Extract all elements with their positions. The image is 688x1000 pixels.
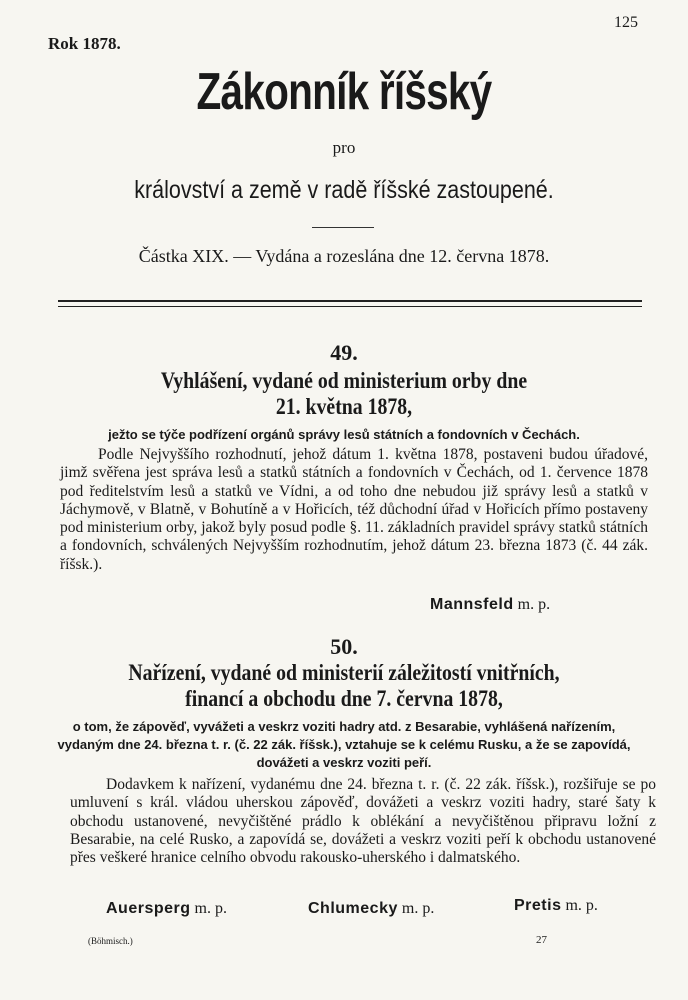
- double-rule-top: [58, 300, 642, 302]
- section-49-subheading: ježto se týče podřízení orgánů správy lesů státních a fondovních v Čechách.: [108, 427, 580, 442]
- section-49-number: 49.: [330, 340, 358, 365]
- section-49-heading-line2: 21. května 1878,: [275, 394, 413, 419]
- section-50-body: Dodavkem k nařízení, vydanému dne 24. března t. r. (č. 22 zák. říšsk.), rozšiřuje se po umluvení s král. vládou uherskou zápověď, dovážeti a veskrz voziti hadry, staré šaty k obchodu ustanovené, nevyčištěné prádlo k oblékání a nevyčištěnou připravu ložní z Besarabie, na celé Rusko, a zapovídá se, dovážeti a veskrz voziti peří k obchodu ustanovené přes veškeré hranice celního obvodu rakousko-uherského i dalmatského.: [70, 776, 656, 867]
- signature-pretis: [514, 897, 598, 915]
- page-subtitle: království a země v radě říšské zastoupené.: [134, 176, 554, 204]
- section-49-signature: [430, 596, 550, 614]
- section-50-subheading-line3: dovážeti a veskrz voziti peří.: [256, 755, 432, 770]
- pro-label: pro: [332, 138, 356, 157]
- signature-name: Mannsfeld: [430, 596, 514, 613]
- page-title: Zákonník říšský: [196, 63, 492, 121]
- section-50-subheading-line2: vydaným dne 24. března t. r. (č. 22 zák. říšsk.), vztahuje se k celému Rusku, a že se zapovídá,: [57, 737, 631, 752]
- signature-mp: m. p.: [565, 897, 598, 914]
- signature-chlumecky: [308, 900, 434, 918]
- section-49-heading-line1: Vyhlášení, vydané od ministerium orby dne: [160, 368, 528, 393]
- section-49-body: Podle Nejvyššího rozhodnutí, jehož dátum 1. května 1878, postaveni budou úřadové, jimž svěřena jest správa lesů a statků státních a fondovních v Čechách, od 1. července 1878 pod ředitelstvím lesů a statků ve Vídni, a od toho dne nebudou již správy lesů a statků v Jáchymově, v Blatně, v Bohutíně a v Hořicích, též důchodní úřad v Hořicích přímo postaveny pod ministerium orby, jakož byly posud podle §. 11. základních pravidel správy statků státních a fondovních, schválených Nejvyšším rozhodnutím, jehož dátum 23. března 1873 (č. 44 zák. říšsk.).: [60, 446, 648, 573]
- signature-mp: m. p.: [517, 596, 551, 613]
- section-50-subheading-line1: o tom, že zápověď, vyvážeti a veskrz voziti hadry atd. z Besarabie, vyhlášená nařízením,: [72, 719, 616, 734]
- section-50-heading-line2: financí a obchodu dne 7. června 1878,: [185, 686, 503, 711]
- signature-mp: m. p.: [194, 900, 227, 917]
- signature-auersperg: [106, 900, 227, 918]
- page-number: 125: [614, 14, 638, 31]
- signature-name: Pretis: [514, 897, 562, 914]
- footer-sheet-number: 27: [536, 934, 547, 946]
- footer-language-note: (Böhmisch.): [88, 936, 133, 946]
- signature-name: Auersperg: [106, 900, 191, 917]
- section-50-heading-line1: Nařízení, vydané od ministerií záležitostí vnitřních,: [128, 660, 560, 685]
- issue-line: Částka XIX. — Vydána a rozeslána dne 12. června 1878.: [138, 246, 550, 266]
- signature-name: Chlumecky: [308, 900, 398, 917]
- section-50-number: 50.: [330, 634, 358, 659]
- double-rule-bottom: [58, 306, 642, 307]
- signature-mp: m. p.: [401, 900, 435, 917]
- year-label: Rok 1878.: [48, 34, 121, 53]
- short-divider: [312, 227, 374, 228]
